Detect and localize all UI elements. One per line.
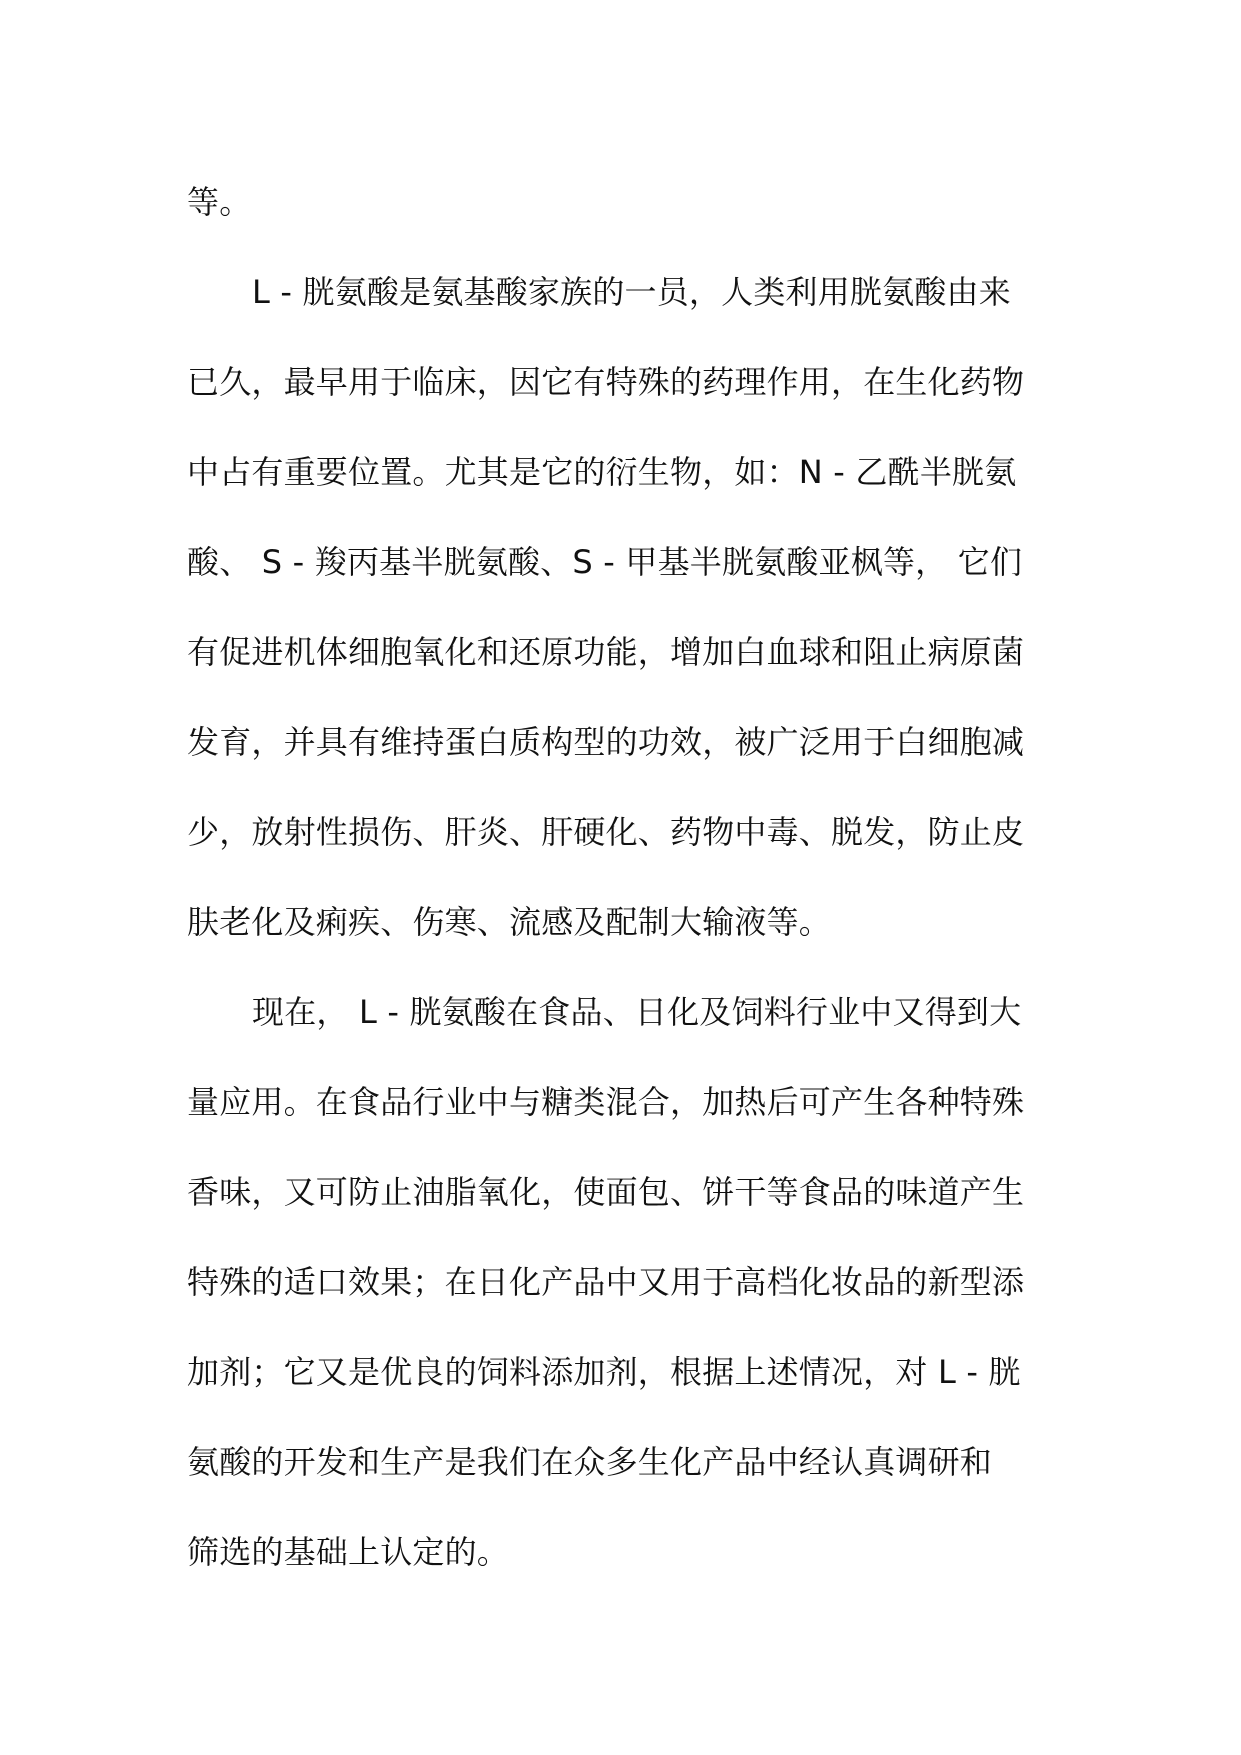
- paragraph-1-line-1: 等。: [187, 183, 252, 221]
- paragraph-2-line-5: 有促进机体细胞氧化和还原功能，增加白血球和阻止病原菌: [187, 633, 1025, 671]
- paragraph-3-line-6: 氨酸的开发和生产是我们在众多生化产品中经认真调研和: [187, 1443, 993, 1481]
- paragraph-2-line-7: 少，放射性损伤、肝炎、肝硬化、药物中毒、脱发，防止皮: [187, 813, 1025, 851]
- paragraph-3-line-2: 量应用。在食品行业中与糖类混合，加热后可产生各种特殊: [187, 1083, 1025, 1121]
- paragraph-3-line-7: 筛选的基础上认定的。: [187, 1533, 510, 1571]
- paragraph-3-line-1: 现在， L - 胱氨酸在食品、日化及饲料行业中又得到大: [252, 993, 1022, 1031]
- paragraph-2-line-6: 发育，并具有维持蛋白质构型的功效，被广泛用于白细胞减: [187, 723, 1025, 761]
- paragraph-3-line-5: 加剂；它又是优良的饲料添加剂，根据上述情况，对 L - 胱: [187, 1353, 1021, 1391]
- paragraph-2-line-1: L - 胱氨酸是氨基酸家族的一员，人类利用胱氨酸由来: [252, 273, 1011, 311]
- paragraph-2-line-8: 肤老化及痢疾、伤寒、流感及配制大输液等。: [187, 903, 832, 941]
- paragraph-2-line-4: 酸、 S - 羧丙基半胱氨酸、S - 甲基半胱氨酸亚枫等， 它们: [187, 543, 1023, 581]
- paragraph-2-line-2: 已久，最早用于临床，因它有特殊的药理作用，在生化药物: [187, 363, 1025, 401]
- paragraph-3-line-4: 特殊的适口效果；在日化产品中又用于高档化妆品的新型添: [187, 1263, 1025, 1301]
- paragraph-3-line-3: 香味，又可防止油脂氧化，使面包、饼干等食品的味道产生: [187, 1173, 1025, 1211]
- paragraph-2-line-3: 中占有重要位置。尤其是它的衍生物，如：N - 乙酰半胱氨: [187, 453, 1017, 491]
